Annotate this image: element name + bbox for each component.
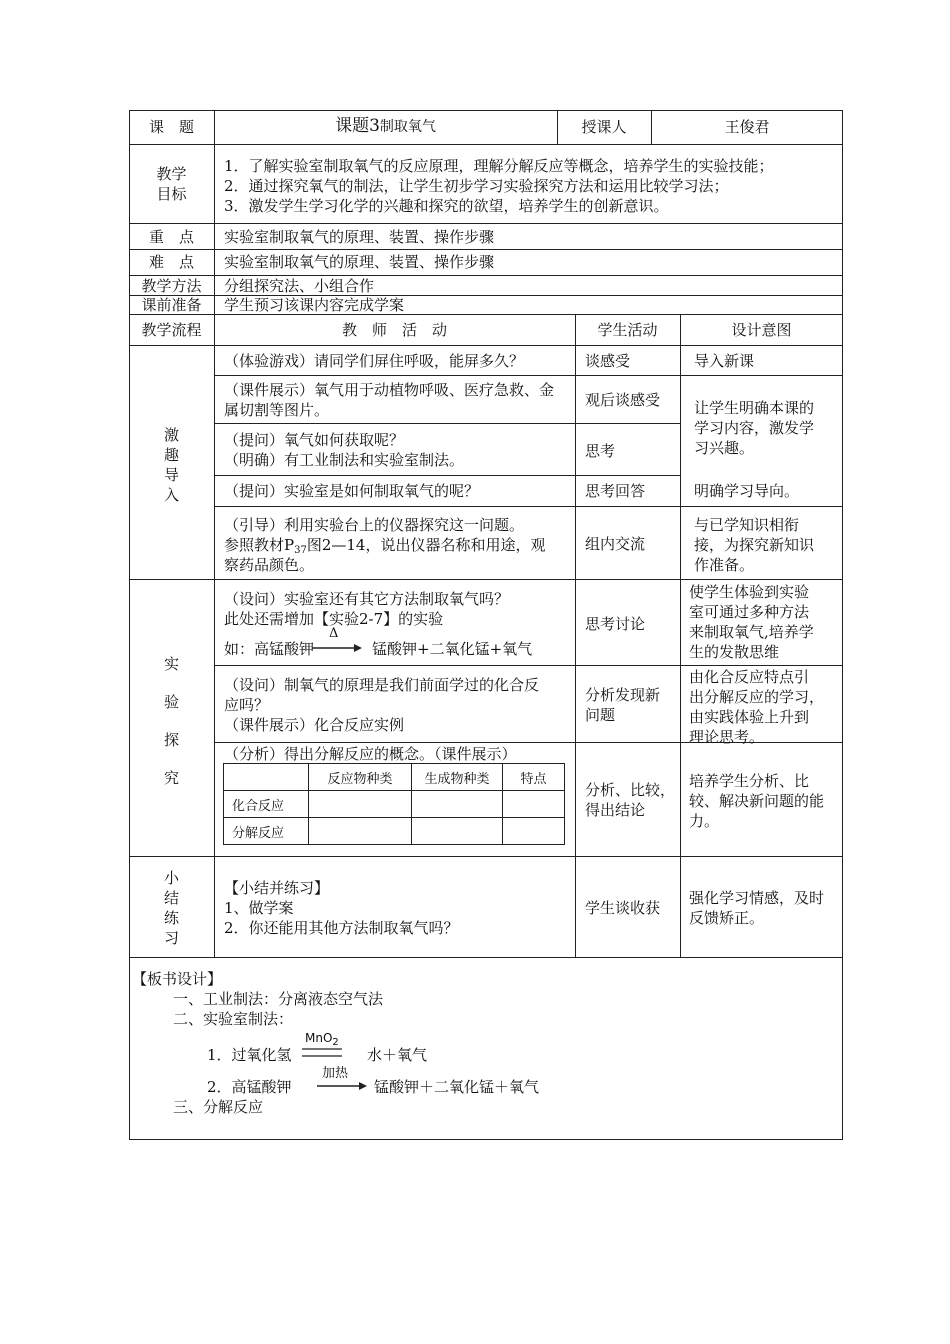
- table-row: [224, 791, 565, 818]
- table-row: [224, 764, 565, 791]
- explore-intent: 由实践体验上升到: [689, 708, 810, 726]
- explore-teacher-activity: （设问）制氧气的原理是我们前面学过的化合反: [224, 676, 540, 694]
- summary-student-activity: 学生谈收获: [585, 899, 661, 917]
- table-cell: 化合反应: [224, 791, 309, 818]
- intro-teacher-activity: （引导）利用实验台上的仪器探究这一问题。: [224, 516, 525, 534]
- explore-intent: 较、解决新问题的能: [689, 792, 825, 810]
- intro-student-activity: 谈感受: [585, 352, 631, 370]
- table-cell: [309, 791, 412, 818]
- teacher-label: 授课人: [581, 118, 627, 136]
- intro-teacher-activity: 察药品颜色。: [224, 556, 315, 574]
- explore-stage-char: 实: [163, 655, 179, 673]
- explore-intent: 室可通过多种方法: [689, 603, 810, 621]
- intro-teacher-activity: 属切割等图片。: [224, 401, 330, 419]
- key-point-label: 重 点: [148, 228, 194, 246]
- explore-intent: 理论思考。: [689, 728, 765, 746]
- intro-intent: 作准备。: [694, 556, 755, 574]
- objectives-label-1: 教学: [156, 165, 187, 183]
- board-equation-reactant: 2．高锰酸钾: [207, 1078, 292, 1096]
- reaction-products: 锰酸钾+二氧化锰+氧气: [372, 640, 533, 658]
- summary-stage-char: 练: [163, 909, 179, 927]
- intro-stage-char: 激: [163, 426, 179, 444]
- explore-intent: 使学生体验到实验: [689, 583, 810, 601]
- prep-value: 学生预习该课内容完成学案: [224, 296, 405, 314]
- equals-sign-icon: [302, 1047, 344, 1059]
- objective-item: 2．通过探究氧气的制法，让学生初步学习实验探究方法和运用比较学习法；: [224, 177, 729, 195]
- explore-student-activity: 分析发现新: [585, 686, 661, 704]
- table-cell: 分解反应: [224, 818, 309, 845]
- explore-teacher-activity: （课件展示）化合反应实例: [224, 716, 405, 734]
- intro-student-activity: 思考: [585, 442, 616, 460]
- summary-stage-char: 习: [163, 929, 179, 947]
- method-label: 教学方法: [141, 277, 202, 295]
- board-equation-products: 水＋氧气: [367, 1046, 428, 1064]
- topic-value: 课题3制取氧气: [335, 116, 436, 136]
- difficult-point-label: 难 点: [148, 253, 194, 271]
- intro-merged-intent: 学习内容，激发学: [694, 419, 815, 437]
- intro-stage-char: 入: [163, 486, 179, 504]
- intro-intent: 导入新课: [694, 352, 755, 370]
- table-row: [224, 818, 565, 845]
- reaction-reactant: 如：高锰酸钾: [224, 640, 315, 658]
- explore-stage-char: 验: [163, 693, 179, 711]
- catalyst-label: MnO$_2$: [305, 1031, 339, 1048]
- intro-merged-intent: 让学生明确本课的: [694, 399, 815, 417]
- summary-stage-char: 结: [163, 889, 179, 907]
- flow-header-teacher: 教 师 活 动: [341, 321, 447, 339]
- intro-intent: 与已学知识相衔: [694, 516, 800, 534]
- explore-intent: 培养学生分析、比: [689, 772, 810, 790]
- summary-teacher-activity: 【小结并练习】: [224, 879, 330, 897]
- intro-merged-intent: 习兴趣。: [694, 439, 755, 457]
- summary-intent: 反馈矫正。: [689, 909, 765, 927]
- summary-teacher-activity: 1、做学案: [224, 899, 294, 917]
- explore-intent: 由化合反应特点引: [689, 668, 810, 686]
- reaction-arrow-icon: [317, 1081, 367, 1091]
- explore-intent: 力。: [689, 812, 720, 830]
- table-cell: [412, 791, 503, 818]
- board-equation-products: 锰酸钾＋二氧化锰＋氧气: [374, 1078, 540, 1096]
- flow-header-flow: 教学流程: [141, 321, 202, 339]
- table-header-cell: 生成物种类: [412, 764, 503, 791]
- explore-stage-char: 究: [163, 769, 179, 787]
- table-cell: [503, 818, 565, 845]
- explore-teacher-activity: （设问）实验室还有其它方法制取氧气吗？: [224, 590, 510, 608]
- topic-label: 课 题: [148, 118, 194, 136]
- lesson-plan-table: [129, 110, 843, 1140]
- table-cell: [412, 818, 503, 845]
- explore-student-activity: 思考讨论: [585, 615, 646, 633]
- explore-intent: 出分解反应的学习，: [689, 688, 825, 706]
- intro-stage-char: 导: [163, 466, 179, 484]
- teacher-name: 王俊君: [724, 118, 770, 136]
- intro-student-activity: 思考回答: [585, 482, 646, 500]
- table-header-cell: 特点: [503, 764, 565, 791]
- method-value: 分组探究法、小组合作: [224, 277, 375, 295]
- board-line: 三、分解反应: [173, 1098, 264, 1116]
- explore-student-activity: 分析、比较，: [585, 781, 676, 799]
- intro-teacher-activity: （明确）有工业制法和实验室制法。: [224, 451, 465, 469]
- intro-student-activity: 观后谈感受: [585, 391, 661, 409]
- explore-stage-char: 探: [163, 731, 179, 749]
- board-equation-reactant: 1．过氧化氢: [207, 1046, 292, 1064]
- flow-header-student: 学生活动: [597, 321, 658, 339]
- table-header-cell: [224, 764, 309, 791]
- explore-teacher-activity: 应吗？: [224, 696, 270, 714]
- intro-teacher-activity: （体验游戏）请同学们屏住呼吸，能屏多久？: [224, 352, 525, 370]
- explore-student-activity: 问题: [585, 706, 616, 724]
- explore-intent: 来制取氧气,培养学: [689, 623, 814, 641]
- table-cell: [309, 818, 412, 845]
- board-title: 【板书设计】: [132, 970, 223, 988]
- intro-teacher-activity: （课件展示）氧气用于动植物呼吸、医疗急救、金: [224, 381, 555, 399]
- comparison-table: [223, 763, 565, 845]
- intro-stage-char: 趣: [163, 446, 179, 464]
- intro-student-activity: 组内交流: [585, 535, 646, 553]
- heating-label: 加热: [322, 1066, 349, 1081]
- board-line: 一、工业制法：分离液态空气法: [173, 990, 384, 1008]
- summary-stage-char: 小: [163, 869, 179, 887]
- summary-teacher-activity: 2．你还能用其他方法制取氧气吗？: [224, 919, 459, 937]
- explore-teacher-activity: （分析）得出分解反应的概念。（课件展示）: [224, 745, 517, 763]
- intro-intent: 接，为探究新知识: [694, 536, 815, 554]
- table-cell: [503, 791, 565, 818]
- reaction-arrow-icon: [312, 643, 362, 653]
- explore-student-activity: 得出结论: [585, 801, 646, 819]
- intro-intent: 明确学习导向。: [694, 482, 800, 500]
- intro-teacher-activity: （提问）实验室是如何制取氧气的呢？: [224, 482, 480, 500]
- difficult-point-value: 实验室制取氧气的原理、装置、操作步骤: [224, 253, 495, 271]
- objective-item: 1．了解实验室制取氧气的反应原理，理解分解反应等概念，培养学生的实验技能；: [224, 157, 774, 175]
- intro-teacher-activity: （提问）氧气如何获取呢？: [224, 431, 405, 449]
- explore-intent: 生的发散思维: [689, 643, 780, 661]
- intro-teacher-activity: 参照教材$P_{37}$图2—14，说出仪器名称和用途，观: [224, 536, 546, 556]
- objective-item: 3．激发学生学习化学的兴趣和探究的欲望，培养学生的创新意识。: [224, 197, 669, 215]
- reaction-condition: Δ: [329, 626, 339, 641]
- prep-label: 课前准备: [141, 296, 202, 314]
- key-point-value: 实验室制取氧气的原理、装置、操作步骤: [224, 228, 495, 246]
- explore-teacher-activity: 此处还需增加【实验2-7】的实验: [224, 610, 444, 628]
- flow-header-intent: 设计意图: [731, 321, 792, 339]
- summary-intent: 强化学习情感，及时: [689, 889, 825, 907]
- objectives-label-2: 目标: [156, 185, 187, 203]
- board-line: 二、实验室制法：: [173, 1010, 294, 1028]
- table-header-cell: 反应物种类: [309, 764, 412, 791]
